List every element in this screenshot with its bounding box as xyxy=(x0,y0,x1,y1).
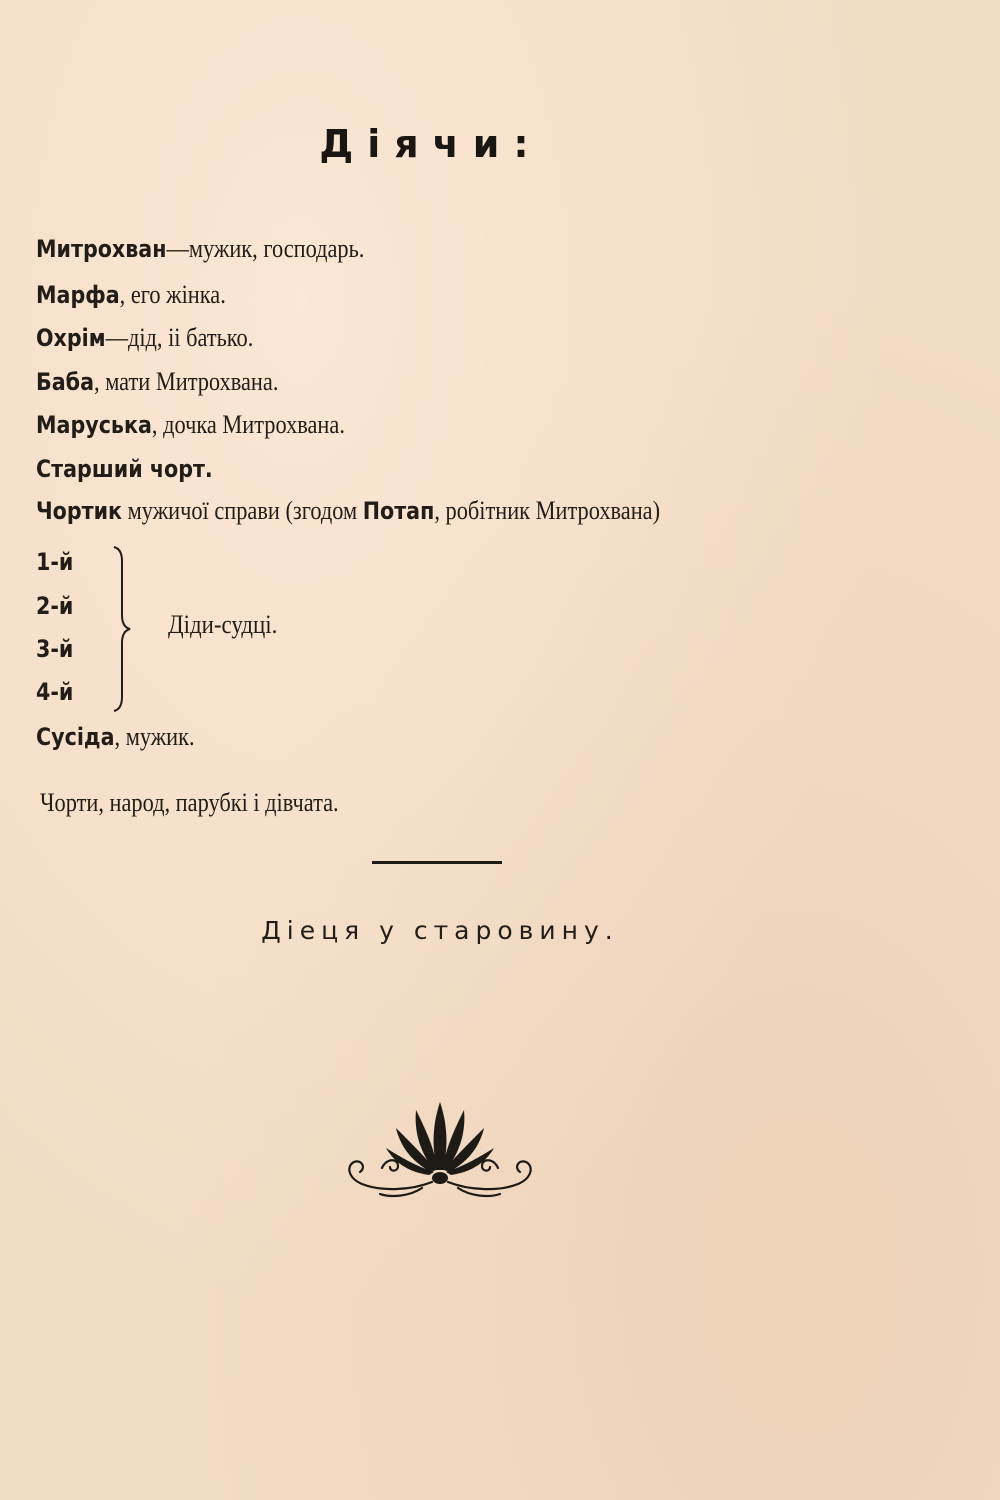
setting-line: Діеця у старовину. xyxy=(261,916,619,945)
character-name: Охрім xyxy=(36,324,106,352)
character-line-1 xyxy=(36,234,364,264)
character-line-3 xyxy=(36,323,253,353)
character-name: Сусіда xyxy=(36,723,115,751)
character-line-2 xyxy=(36,280,226,310)
character-desc: —мужик, господарь. xyxy=(166,234,365,263)
character-name: Марфа xyxy=(36,281,120,309)
character-name: Старший чорт. xyxy=(36,455,213,483)
character-line-6 xyxy=(36,454,213,484)
page-title: Діячи: xyxy=(319,122,543,166)
character-desc-alt: , робітник Митрохвана) xyxy=(434,496,661,525)
judge-item-3: 3-й xyxy=(36,635,74,663)
neighbor-line xyxy=(36,722,195,752)
character-line-7 xyxy=(36,496,660,526)
character-desc: , мати Митрохвана. xyxy=(94,367,279,396)
judge-item-4: 4-й xyxy=(36,678,74,706)
character-desc: мужичої справи (згодом xyxy=(122,496,363,525)
character-name: Баба xyxy=(36,368,95,396)
crowd-line: Чорти, народ, парубкі і дівчата. xyxy=(40,788,339,817)
ornament-icon xyxy=(340,1096,540,1200)
character-name-alt: Потап xyxy=(362,497,435,525)
character-name: Чортик xyxy=(36,497,123,525)
judge-item-1: 1-й xyxy=(36,548,74,576)
character-name: Маруська xyxy=(36,411,152,439)
character-line-5 xyxy=(36,410,345,440)
character-desc: , мужик. xyxy=(114,722,195,751)
judges-label: Діди-судці. xyxy=(168,610,278,639)
divider xyxy=(372,861,502,864)
character-name: Митрохван xyxy=(36,235,167,263)
brace-icon xyxy=(108,545,138,715)
character-desc: , его жінка. xyxy=(119,280,226,309)
character-desc: , дочка Митрохвана. xyxy=(151,410,345,439)
character-line-4 xyxy=(36,367,278,397)
character-desc: —дід, іі батько. xyxy=(105,323,254,352)
judge-item-2: 2-й xyxy=(36,592,74,620)
